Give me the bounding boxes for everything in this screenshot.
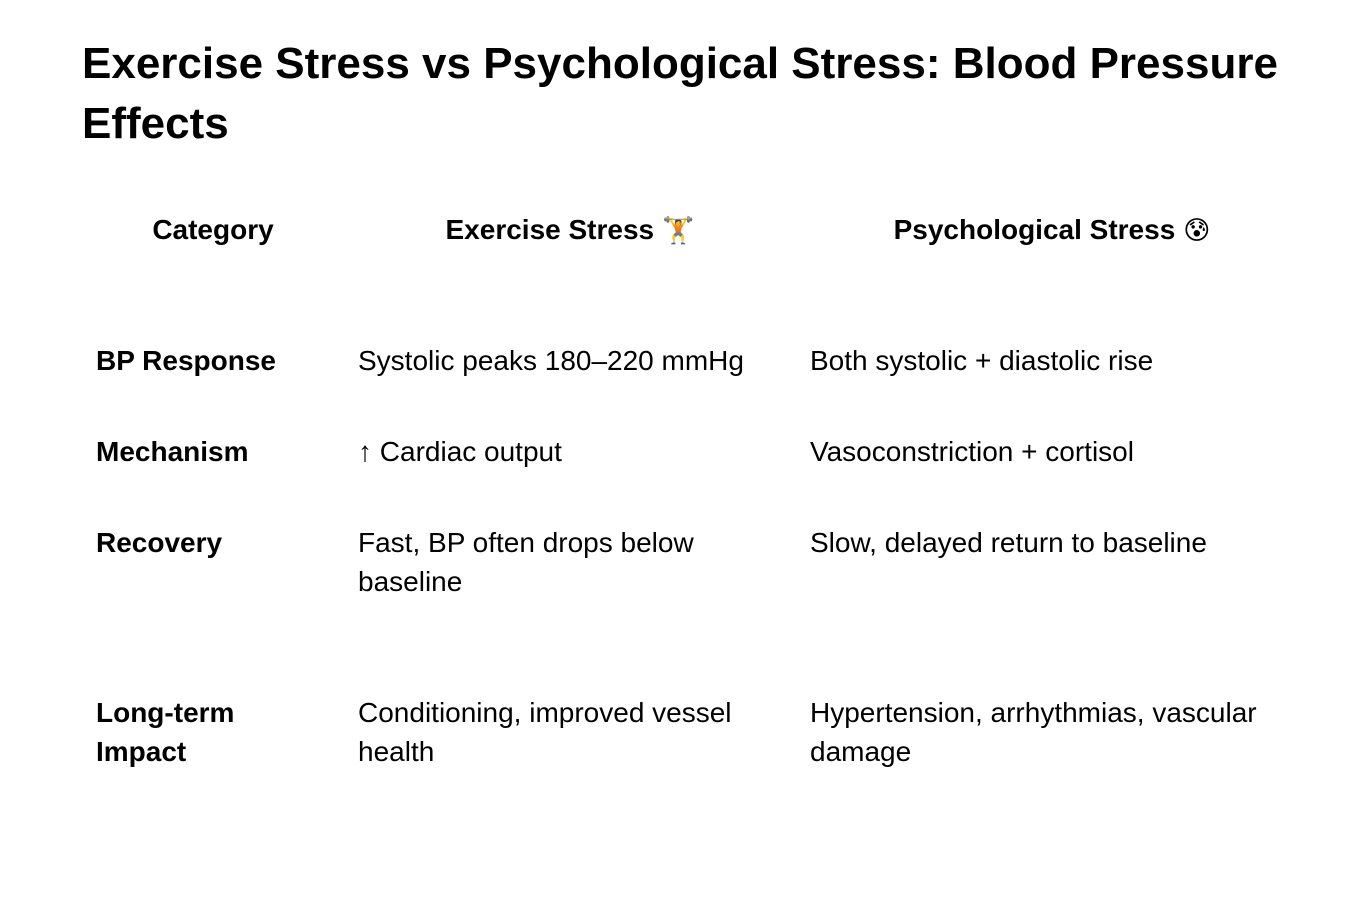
- header-exercise-stress: [344, 190, 796, 270]
- row-category-cell: BP Response: [96, 345, 276, 376]
- anxious-face-icon: 😰: [1183, 216, 1211, 246]
- header-category-label: Category: [152, 214, 274, 245]
- header-psychological-label: Psychological Stress: [893, 214, 1176, 245]
- row-exercise-cell: ↑ Cardiac output: [358, 436, 562, 467]
- weightlifter-icon: 🏋: [662, 216, 695, 246]
- table-row: [82, 523, 1308, 693]
- row-category-cell: Long-term Impact: [96, 697, 235, 767]
- table-row: [82, 693, 1308, 801]
- row-exercise-cell: Conditioning, improved vessel health: [358, 697, 732, 767]
- row-category-cell: Mechanism: [96, 436, 249, 467]
- row-category-cell: Recovery: [96, 527, 223, 558]
- page-title: Exercise Stress vs Psychological Stress: Blood Pressure Effects: [82, 39, 1278, 148]
- header-exercise-label: Exercise Stress: [445, 214, 655, 245]
- row-psychological-cell: Vasoconstriction + cortisol: [810, 436, 1134, 467]
- header-category: [82, 190, 344, 270]
- row-exercise-cell: Systolic peaks 180–220 mmHg: [358, 345, 744, 376]
- row-psychological-cell: Slow, delayed return to baseline: [810, 527, 1207, 558]
- row-exercise-cell: Fast, BP often drops below baseline: [358, 527, 694, 597]
- table-row: [82, 270, 1308, 432]
- table-row: [82, 432, 1308, 523]
- header-psychological-stress: [796, 190, 1308, 270]
- table-header-row: [82, 190, 1308, 270]
- row-psychological-cell: Hypertension, arrhythmias, vascular damage: [810, 697, 1257, 767]
- comparison-table: [82, 190, 1308, 801]
- row-psychological-cell: Both systolic + diastolic rise: [810, 345, 1154, 376]
